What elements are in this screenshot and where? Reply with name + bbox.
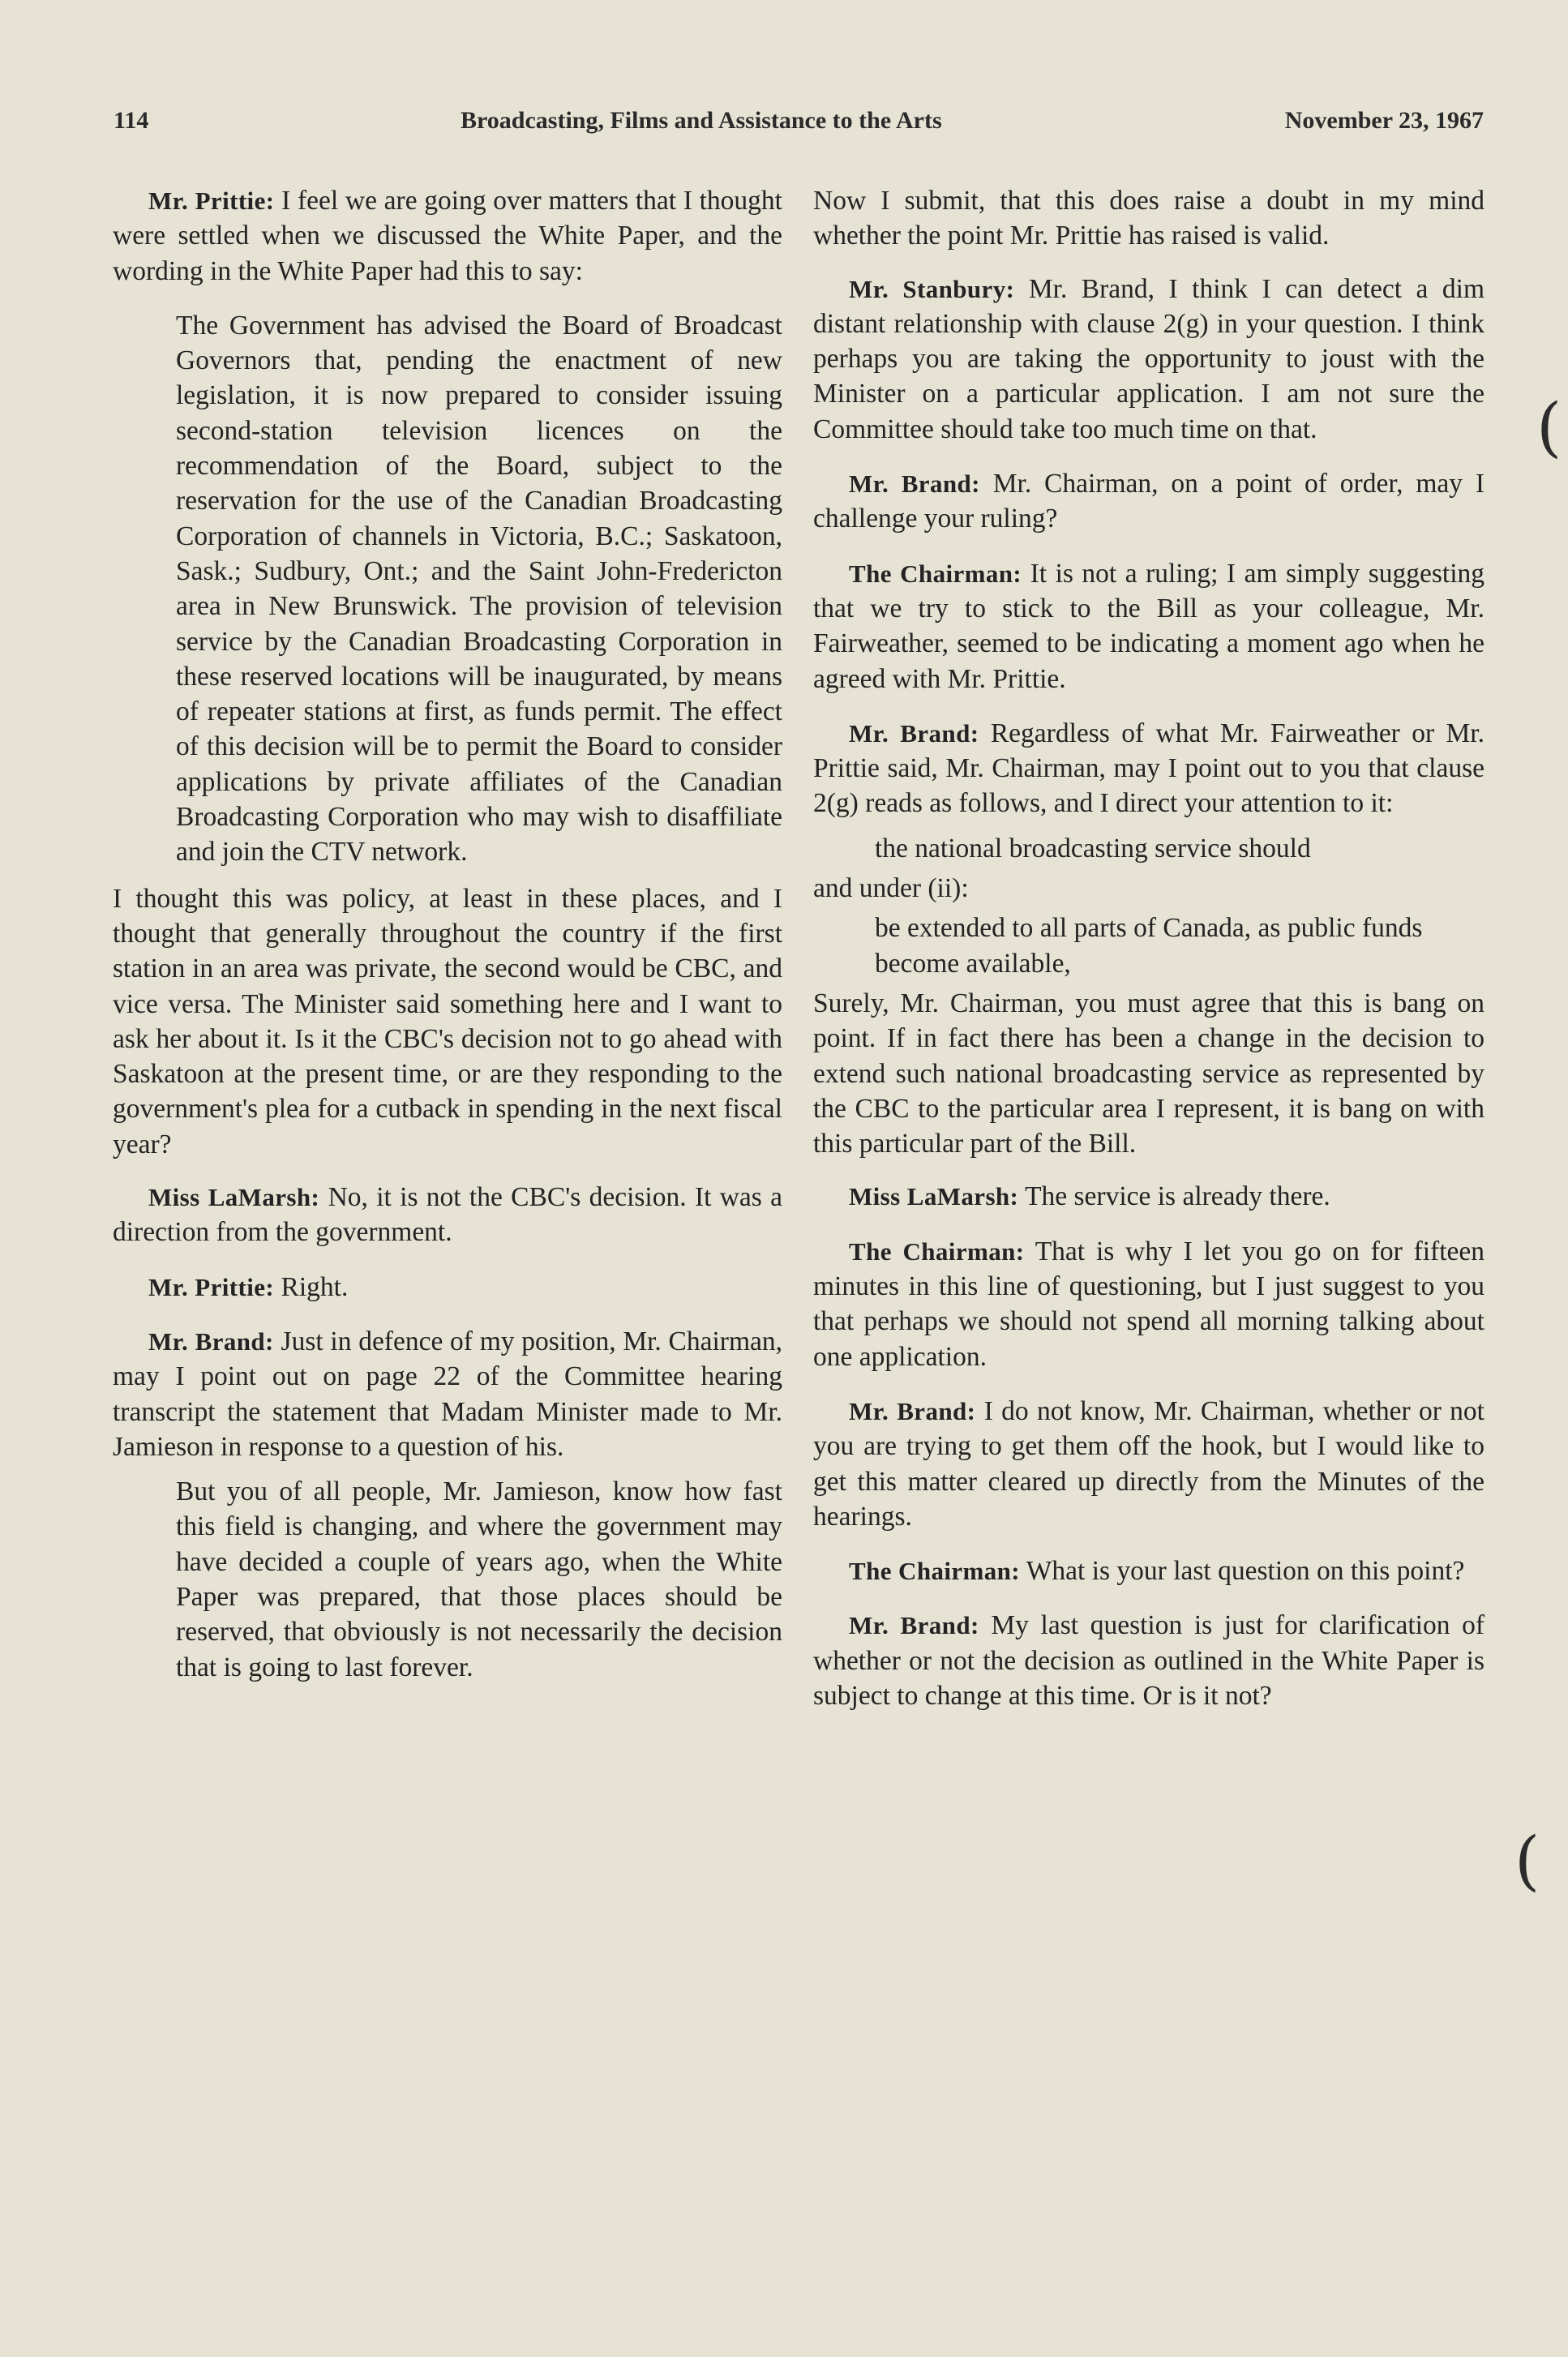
speech-text: It is not a ruling; I am simply suggesting that we try to stick to the Bill as your colleague, Mr. Fairweather, seemed to be indicating a moment ago when he agreed with Mr. Prittie. <box>813 558 1485 694</box>
white-paper-quote: The Government has advised the Board of Broadcast Governors that, pending the enactment of new legislation, it is now prepared to consider issuing second-station television licences on the recommendation of the Board, subject to the reservation for the use of the Canadian Broadcasting Corporation of channels in Victoria, B.C.; Saskatoon, Sask.; Sudbury, Ont.; and the Saint John-Fredericton area in New Brunswick. The provision of television service by the Canadian Broadcasting Corporation in these reserved locations will be inaugurated, by means of repeater stations at first, as funds permit. The effect of this decision will be to permit the Board to consider applications by private affiliates of the Canadian Broadcasting Corporation who may wish to disaffiliate and join the CTV network. <box>176 310 782 868</box>
speech-text: Regardless of what Mr. Fairweather or Mr. Prittie said, Mr. Chairman, may I point out to you that clause 2(g) reads as follows, and I direct your attention to it: <box>813 718 1484 819</box>
margin-mark: ( <box>1514 1823 1540 1898</box>
speech-brand-3 <box>813 716 1484 821</box>
speaker-name: The Chairman: <box>849 1557 1021 1586</box>
margin-mark: ( <box>1536 389 1562 465</box>
speech-text: Right. <box>281 1271 349 1302</box>
running-title: Broadcasting, Films and Assistance to the Arts <box>461 107 942 134</box>
speech-prittie-1 <box>113 183 782 289</box>
clause-quote-1: the national broadcasting service should <box>875 833 1311 864</box>
speech-text: That is why I let you go on for fifteen minutes in this line of questioning, but I just suggest to you that perhaps we should not spend all morning talking about one application. <box>813 1236 1485 1372</box>
speech-chairman-3 <box>813 1553 1484 1588</box>
speech-brand-5 <box>813 1608 1484 1713</box>
speech-chairman-1 <box>813 556 1484 696</box>
speech-stanbury-1 <box>813 272 1484 447</box>
speaker-name: Mr. Brand: <box>849 718 979 748</box>
running-header <box>114 107 1484 148</box>
header-date: November 23, 1967 <box>1284 107 1484 134</box>
left-column <box>113 183 782 1696</box>
speech-lamarsh-2 <box>813 1179 1484 1214</box>
clause-quote-2: be extended to all parts of Canada, as public funds become available, <box>875 913 1423 979</box>
page-number: 114 <box>114 107 149 134</box>
speaker-name: Mr. Brand: <box>148 1326 274 1356</box>
speech-text: The service is already there. <box>1025 1181 1330 1212</box>
speech-brand-1 <box>113 1324 782 1464</box>
speaker-name: Mr. Prittie: <box>148 186 275 215</box>
speaker-name: Mr. Brand: <box>849 1611 979 1640</box>
speech-text: No, it is not the CBC's decision. It was a direction from the government. <box>113 1182 783 1248</box>
speaker-name: Miss LaMarsh: <box>148 1183 320 1212</box>
speaker-name: Mr. Prittie: <box>148 1272 275 1301</box>
speech-prittie-2 <box>113 1270 782 1305</box>
speech-text: My last question is just for clarification of whether or not the decision as outlined in the White Paper is subject to change at this time. Or is it not? <box>813 1610 1484 1711</box>
speaker-name: Mr. Brand: <box>849 469 980 499</box>
transcript-quote: But you of all people, Mr. Jamieson, know how fast this field is changing, and where the government may have decided a couple of years ago, when the White Paper was prepared, that those places should be reserved, that obviously is not necessarily the decision that is going to last forever. <box>176 1476 782 1682</box>
speech-brand-4 <box>813 1394 1484 1534</box>
speech-text: Mr. Chairman, on a point of order, may I challenge your ruling? <box>813 469 1485 534</box>
speech-brand-continued: Now I submit, that this does raise a doubt in my mind whether the point Mr. Prittie has raised is valid. <box>813 186 1484 251</box>
speech-prittie-continued: I thought this was policy, at least in these places, and I thought that generally throughout the country if the first station in an area was private, the second would be CBC, and vice versa. The Minister said something here and I want to ask her about it. Is it the CBC's decision not to go ahead with Saskatoon at the present time, or are they responding to the government's plea for a cutback in spending in the next fiscal year? <box>113 883 782 1159</box>
speech-brand-3-continued: Surely, Mr. Chairman, you must agree that this is bang on point. If in fact there has been a change in the decision to extend such national broadcasting service as represented by the CBC to the particular area I represent, it is bang on with this particular part of the Bill. <box>813 988 1484 1159</box>
speaker-name: Miss LaMarsh: <box>849 1182 1019 1211</box>
speaker-name: The Chairman: <box>849 1236 1025 1266</box>
speech-text: Mr. Brand, I think I can detect a dim distant relationship with clause 2(g) in your question. I think perhaps you are taking the opportunity to joust with the Minister on a particular application. I am not sure the Committee should take too much time on that. <box>813 273 1485 444</box>
speech-text: Just in defence of my position, Mr. Chairman, may I point out on page 22 of the Committee hearing transcript the statement that Madam Minister made to Mr. Jamieson in response to a question of his. <box>113 1326 782 1462</box>
speaker-name: Mr. Stanbury: <box>849 274 1015 303</box>
speaker-name: The Chairman: <box>849 559 1022 588</box>
speech-lamarsh-1 <box>113 1180 782 1250</box>
speech-text: I do not know, Mr. Chairman, whether or not you are trying to get them off the hook, but I would like to get this matter cleared up directly from the Minutes of the hearings. <box>813 1395 1484 1532</box>
speaker-name: Mr. Brand: <box>849 1396 976 1425</box>
speech-chairman-2 <box>813 1234 1484 1374</box>
right-column <box>813 183 1484 1733</box>
speech-text: I feel we are going over matters that I thought were settled when we discussed the White Paper, and the wording in the White Paper had this to say: <box>113 186 782 286</box>
clause-connector: and under (ii): <box>813 873 969 904</box>
speech-text: What is your last question on this point? <box>1026 1556 1465 1587</box>
speech-brand-2 <box>813 466 1484 537</box>
